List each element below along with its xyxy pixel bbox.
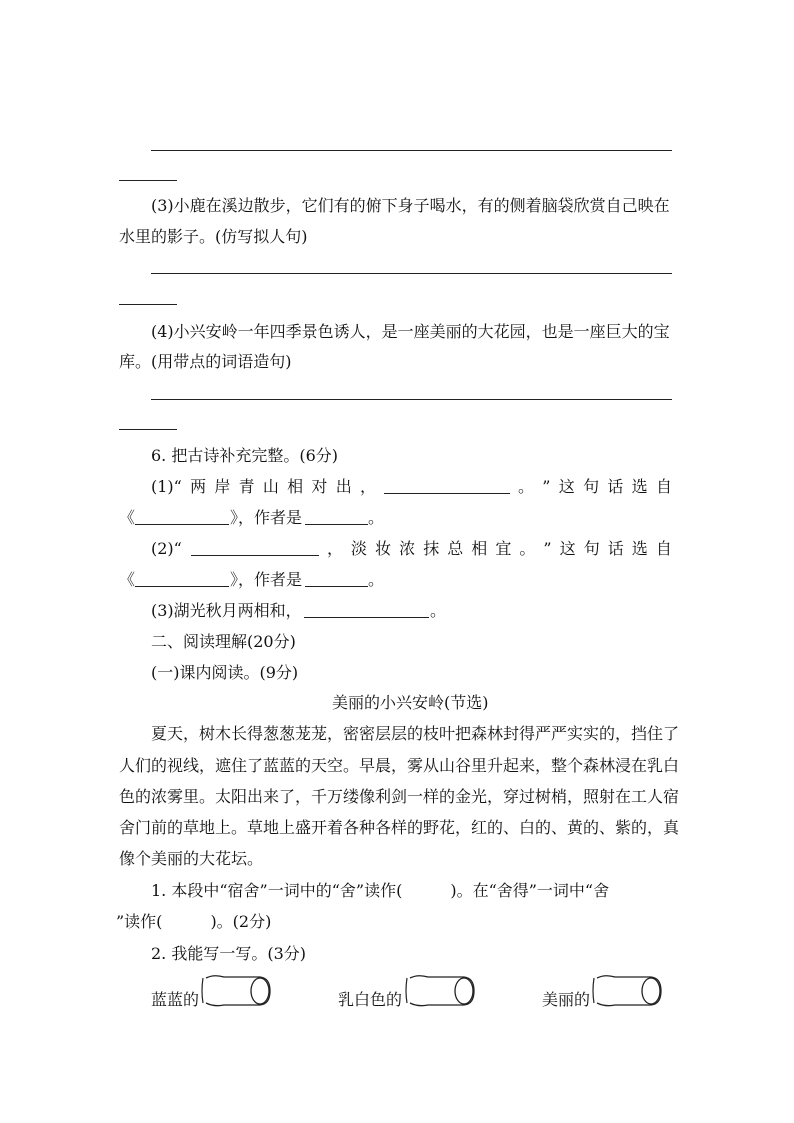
- reading-q1-text-b: )。在“舍得”一词中“舍: [450, 881, 610, 900]
- log-answer-box-icon[interactable]: [591, 972, 665, 1010]
- phrase-label: 蓝蓝的: [151, 990, 200, 1009]
- q6-item2-book-open: 《: [119, 570, 136, 589]
- fill-blank-book[interactable]: [135, 524, 229, 525]
- q5-4-prompt-line2: 库。(用带点的词语造句): [119, 352, 292, 371]
- q6-item1-line1-head: (1)“ 两 岸 青 山 相 对 出 ，: [151, 477, 376, 496]
- phrase-label: 乳白色的: [338, 990, 403, 1009]
- fill-blank[interactable]: [191, 555, 319, 556]
- fill-blank[interactable]: [384, 493, 510, 494]
- answer-line[interactable]: [151, 150, 672, 151]
- q6-item1-author-label: 》，作者是: [230, 508, 303, 527]
- q6-item2-author-label: 》，作者是: [230, 570, 303, 589]
- reading-q1-text-a: 1. 本段中“宿舍”一词中的“舍”读作(: [151, 881, 403, 900]
- fill-blank-book[interactable]: [135, 586, 229, 587]
- q6-item2-period: 。: [368, 570, 385, 589]
- section2-subheading: (一)课内阅读。(9分): [151, 663, 299, 682]
- q5-3-prompt-line2: 水里的影子。(仿写拟人句): [119, 227, 308, 246]
- log-answer-box-icon[interactable]: [200, 972, 274, 1010]
- phrase-label: 美丽的: [542, 990, 591, 1009]
- q6-item3-period: 。: [430, 601, 447, 620]
- passage-line: 夏天，树木长得葱葱茏茏，密密层层的枝叶把森林封得严严实实的，挡住了: [151, 724, 680, 743]
- q6-item1-line1-tail: 。 ” 这 句 话 选 自: [518, 477, 672, 496]
- passage-line: 舍门前的草地上。草地上盛开着各种各样的野花，红的、白的、黄的、紫的，真: [119, 818, 680, 837]
- passage-line: 像个美丽的大花坛。: [119, 849, 264, 868]
- answer-line[interactable]: [119, 180, 177, 181]
- log-answer-box-icon[interactable]: [404, 972, 478, 1010]
- reading-q1-text-c: ”读作(: [116, 912, 163, 931]
- q6-heading: 6. 把古诗补充完整。(6分): [151, 446, 339, 465]
- fill-blank[interactable]: [304, 617, 429, 618]
- reading-q1-text-d: )。(2分): [210, 912, 272, 931]
- passage-title: 美丽的小兴安岭(节选): [332, 693, 489, 712]
- passage-line: 人们的视线，遮住了蓝蓝的天空。早晨，雾从山谷里升起来，整个森林浸在乳白: [119, 756, 680, 775]
- passage-line: 色的浓雾里。太阳出来了，千万缕像利剑一样的金光，穿过树梢，照射在工人宿: [119, 787, 680, 806]
- answer-line[interactable]: [119, 429, 177, 430]
- answer-line[interactable]: [119, 304, 177, 305]
- fill-blank-author[interactable]: [305, 524, 368, 525]
- reading-q1-line1: [151, 881, 609, 901]
- q5-4-prompt-line1: (4)小兴安岭一年四季景色诱人，是一座美丽的大花园，也是一座巨大的宝: [151, 322, 670, 341]
- reading-q1-line2: [116, 912, 271, 932]
- section2-heading: 二、阅读理解(20分): [151, 632, 296, 651]
- q6-item2-line1-tail: ， 淡 妆 浓 抹 总 相 宜 。 ” 这 句 话 选 自: [327, 539, 672, 558]
- q5-3-prompt-line1: (3)小鹿在溪边散步，它们有的俯下身子喝水，有的侧着脑袋欣赏自己映在: [151, 196, 670, 215]
- reading-q2-heading: 2. 我能写一写。(3分): [151, 944, 307, 963]
- q6-item1-book-open: 《: [119, 508, 136, 527]
- answer-line[interactable]: [151, 399, 672, 400]
- fill-blank-author[interactable]: [305, 586, 368, 587]
- q6-item3-text: (3)湖光秋月两相和，: [151, 601, 302, 620]
- q6-item2-head: (2)“: [151, 539, 182, 558]
- q6-item1-period: 。: [368, 508, 385, 527]
- answer-line[interactable]: [151, 273, 672, 274]
